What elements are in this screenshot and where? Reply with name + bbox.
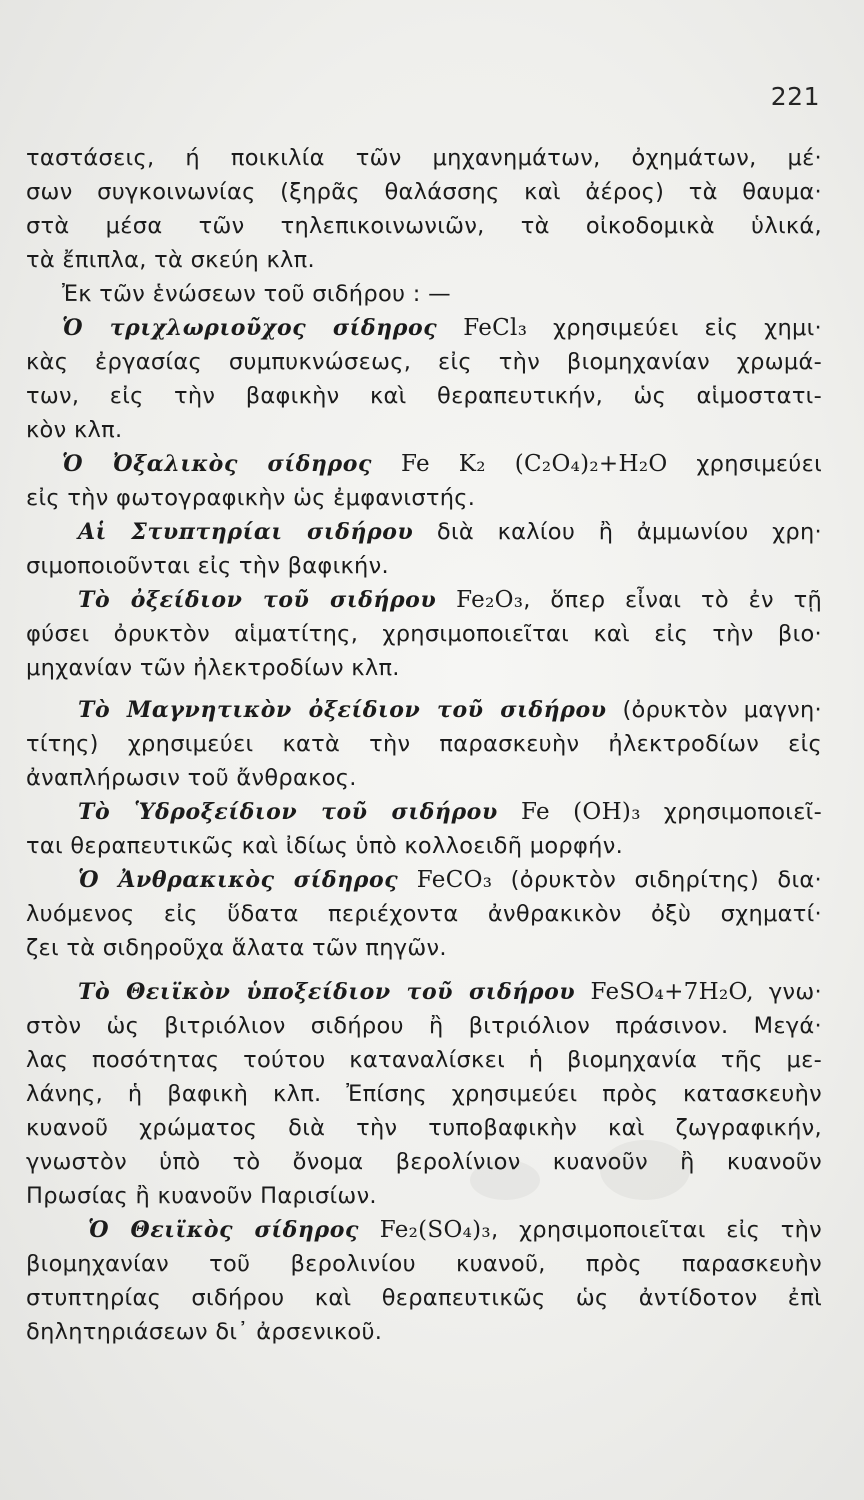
text-run: γνωστὸν ὑπὸ τὸ ὄνομα βερολίνιον κυανοῦν ἢ κυανοῦν: [26, 1149, 822, 1175]
text-run: στὸν ὡς βιτριόλιον σιδήρου ἢ βιτριόλιον πράσινον. Μεγά·: [26, 1013, 822, 1039]
chemical-formula: FeCO₃: [398, 867, 493, 893]
chemical-formula: FeCl₃: [437, 315, 528, 341]
text-run: ται θεραπευτικῶς καὶ ἰδίως ὑπὸ κολλοειδῆ μορφήν.: [26, 833, 624, 859]
text-run: εἰς τὴν φωτογραφικὴν ὡς ἐμφανιστής.: [26, 485, 476, 511]
text-run: ἀναπλήρωσιν τοῦ ἄνθρακος.: [26, 765, 357, 791]
text-run: χρησιμεύει: [667, 451, 823, 477]
text-line: [26, 1312, 864, 1352]
text-line: [26, 928, 864, 968]
text-run: δηλητηριάσεων δι᾽ ἀρσενικοῦ.: [26, 1319, 383, 1345]
text-run: Πρωσίας ἢ κυανοῦν Παρισίων.: [26, 1183, 377, 1209]
text-run: (ὀρυκτὸν μαγνη·: [606, 697, 822, 723]
text-run: χρησιμεύει εἰς χημι·: [527, 315, 822, 341]
text-run: λάνης, ἡ βαφικὴ κλπ. Ἐπίσης χρησιμεύει πρὸς κατασκευὴν: [26, 1081, 822, 1107]
text-run: λας ποσότητας τούτου καταναλίσκει ἡ βιομηχανία τῆς με-: [26, 1047, 822, 1073]
text-run: μηχανίαν τῶν ἠλεκτροδίων κλπ.: [26, 655, 400, 681]
page-number: 221: [770, 82, 820, 111]
compound-name: Ὁ Ὀξαλικὸς σίδηρος: [62, 451, 372, 477]
text-run: κὸν κλπ.: [26, 417, 123, 443]
chemical-formula: Fe K₂ (C₂O₄)₂+H₂O: [372, 451, 668, 477]
text-run: βιομηχανίαν τοῦ βερολινίου κυανοῦ, πρὸς παρασκευὴν: [26, 1251, 822, 1277]
text-run: σων συγκοινωνίας (ξηρᾶς θαλάσσης καὶ ἀέρος) τὰ θαυμα·: [26, 179, 822, 205]
text-run: σιμοποιοῦνται εἰς τὴν βαφικήν.: [26, 553, 389, 579]
text-run: τὰ ἔπιπλα, τὰ σκεύη κλπ.: [26, 247, 315, 273]
compound-name: Τὸ Μαγνητικὸν ὀξείδιον τοῦ σιδήρου: [78, 697, 607, 723]
compound-name: Τὸ ὀξείδιον τοῦ σιδήρου: [78, 587, 437, 613]
text-run: (ὀρυκτὸν σιδηρίτης) δια·: [492, 867, 822, 893]
compound-name: Ὁ τριχλωριοῦχος σίδηρος: [62, 315, 438, 341]
text-run: τίτης) χρησιμεύει κατὰ τὴν παρασκευὴν ἠλεκτροδίων εἰς: [26, 731, 822, 757]
text-run: ταστάσεις, ή ποικιλία τῶν μηχανημάτων, ὀχημάτων, μέ·: [26, 145, 822, 171]
chemical-formula: Fe₂(SO₄)₃: [358, 1217, 491, 1243]
text-run: χρησιμοποιεῖ-: [640, 799, 822, 825]
chemical-formula: Fe₂O₃: [436, 587, 524, 613]
compound-name: Ὁ Ἀνθρακικὸς σίδηρος: [78, 867, 399, 893]
text-run: κυανοῦ χρώματος διὰ τὴν τυποβαφικὴν καὶ ζωγραφικήν,: [26, 1115, 822, 1141]
text-run: , χρησιμοποιεῖται εἰς τὴν: [490, 1217, 823, 1243]
text-run: των, εἰς τὴν βαφικὴν καὶ θεραπευτικήν, ὡς αἱμοστατι-: [26, 383, 822, 409]
text-run: στυπτηρίας σιδήρου καὶ θεραπευτικῶς ὡς ἀντίδοτον ἐπὶ: [26, 1285, 822, 1311]
text-run: Ἐκ τῶν ἑνώσεων τοῦ σιδήρου : —: [62, 281, 451, 307]
text-run: διὰ καλίου ἢ ἀμμωνίου χρη·: [413, 519, 822, 545]
chemical-formula: FeSO₄+7H₂O,: [575, 979, 754, 1005]
compound-name: Αἱ Στυπτηρίαι σιδήρου: [78, 519, 414, 545]
text-run: κὰς ἐργασίας συμπυκνώσεως, εἰς τὴν βιομηχανίαν χρωμά-: [26, 349, 822, 375]
compound-name: Τὸ Ὑδροξείδιον τοῦ σιδήρου: [78, 799, 498, 825]
text-run: , ὅπερ εἶναι τὸ ἐν τῇ: [523, 587, 822, 613]
text-run: ζει τὰ σιδηροῦχα ἅλατα τῶν πηγῶν.: [26, 935, 447, 961]
chemical-formula: Fe (OH)₃: [497, 799, 641, 825]
text-run: φύσει ὀρυκτὸν αἱματίτης, χρησιμοποιεῖται καὶ εἰς τὴν βιο·: [26, 621, 822, 647]
text-run: γνω·: [753, 979, 822, 1005]
text-line: [26, 648, 864, 688]
compound-name: Ὁ Θειϊκὸς σίδηρος: [88, 1217, 359, 1243]
text-run: στὰ μέσα τῶν τηλεπικοινωνιῶν, τὰ οἰκοδομικὰ ὑλικά,: [26, 213, 822, 239]
text-run: λυόμενος εἰς ὕδατα περιέχοντα ἀνθρακικὸν ὀξὺ σχηματί·: [26, 901, 822, 927]
compound-name: Τὸ Θειϊκὸν ὑποξείδιον τοῦ σιδήρου: [78, 979, 576, 1005]
